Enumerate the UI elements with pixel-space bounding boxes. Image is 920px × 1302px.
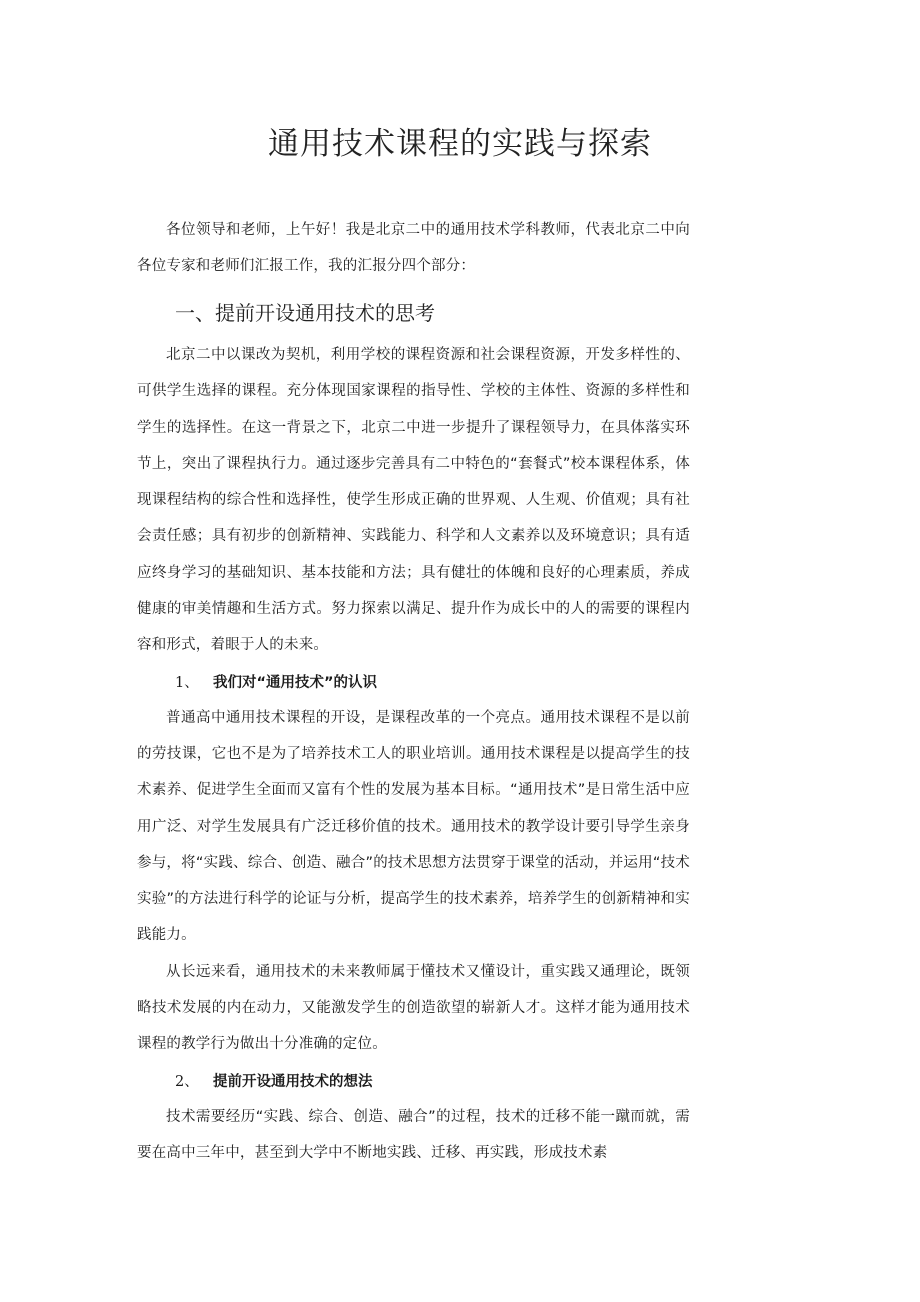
document-title: 通用技术课程的实践与探索 [268,126,652,162]
intro-paragraph: 各位领导和老师，上午好！我是北京二中的通用技术学科教师，代表北京二中向各位专家和老师们汇报工作，我的汇报分四个部分： [137,222,690,275]
subsection-1-title: 我们对“通用技术”的认识 [213,674,378,691]
intro-block [137,212,690,285]
subsection-2-number: 2、 [175,1073,199,1090]
subsection-1-paragraph-1: 普通高中通用技术课程的开设，是课程改革的一个亮点。通用技术课程不是以前的劳技课，它也不是为了培养技术工人的职业培训。通用技术课程是以提高学生的技术素养、促进学生全面而又富有个性的发展为基本目标。“通用技术”是日常生活中应用广泛、对学生发展具有广泛迁移价值的技术。通用技术的教学设计要引导学生亲身参与，将“实践、综合、创造、融合”的技术思想方法贯穿于课堂的活动，并运用“技术实验”的方法进行科学的论证与分析，提高学生的技术素养，培养学生的创新精神和实践能力。 [137,709,690,944]
subsection-1-paragraph-2: 从长远来看，通用技术的未来教师属于懂技术又懂设计，重实践又通理论，既领略技术发展的内在动力，又能激发学生的创造欲望的崭新人才。这样才能为通用技术课程的教学行为做出十分准确的定位。 [137,963,690,1053]
subsection-2-paragraph-1: 技术需要经历“实践、综合、创造、融合”的过程，技术的迁移不能一蹴而就，需要在高中三年中，甚至到大学中不断地实践、迁移、再实践，形成技术素 [137,1108,690,1161]
subsection-2-heading [137,1065,690,1099]
subsection-1-number: 1、 [175,674,199,691]
subsection-1-heading [137,666,690,700]
section-1-heading: 一、提前开设通用技术的思考 [175,301,435,325]
section-1-paragraph: 北京二中以课改为契机，利用学校的课程资源和社会课程资源，开发多样性的、可供学生选择的课程。充分体现国家课程的指导性、学校的主体性、资源的多样性和学生的选择性。在这一背景之下，北京二中进一步提升了课程领导力，在具体落实环节上，突出了课程执行力。通过逐步完善具有二中特色的“套餐式”校本课程体系，体现课程结构的综合性和选择性，使学生形成正确的世界观、人生观、价值观；具有社会责任感；具有初步的创新精神、实践能力、科学和人文素养以及环境意识；具有适应终身学习的基础知识、基本技能和方法；具有健壮的体魄和良好的心理素质，养成健康的审美情趣和生活方式。努力探索以满足、提升作为成长中的人的需要的课程内容和形式，着眼于人的未来。 [137,347,690,654]
section-1 [137,298,690,1171]
subsection-2-title: 提前开设通用技术的想法 [213,1073,373,1090]
